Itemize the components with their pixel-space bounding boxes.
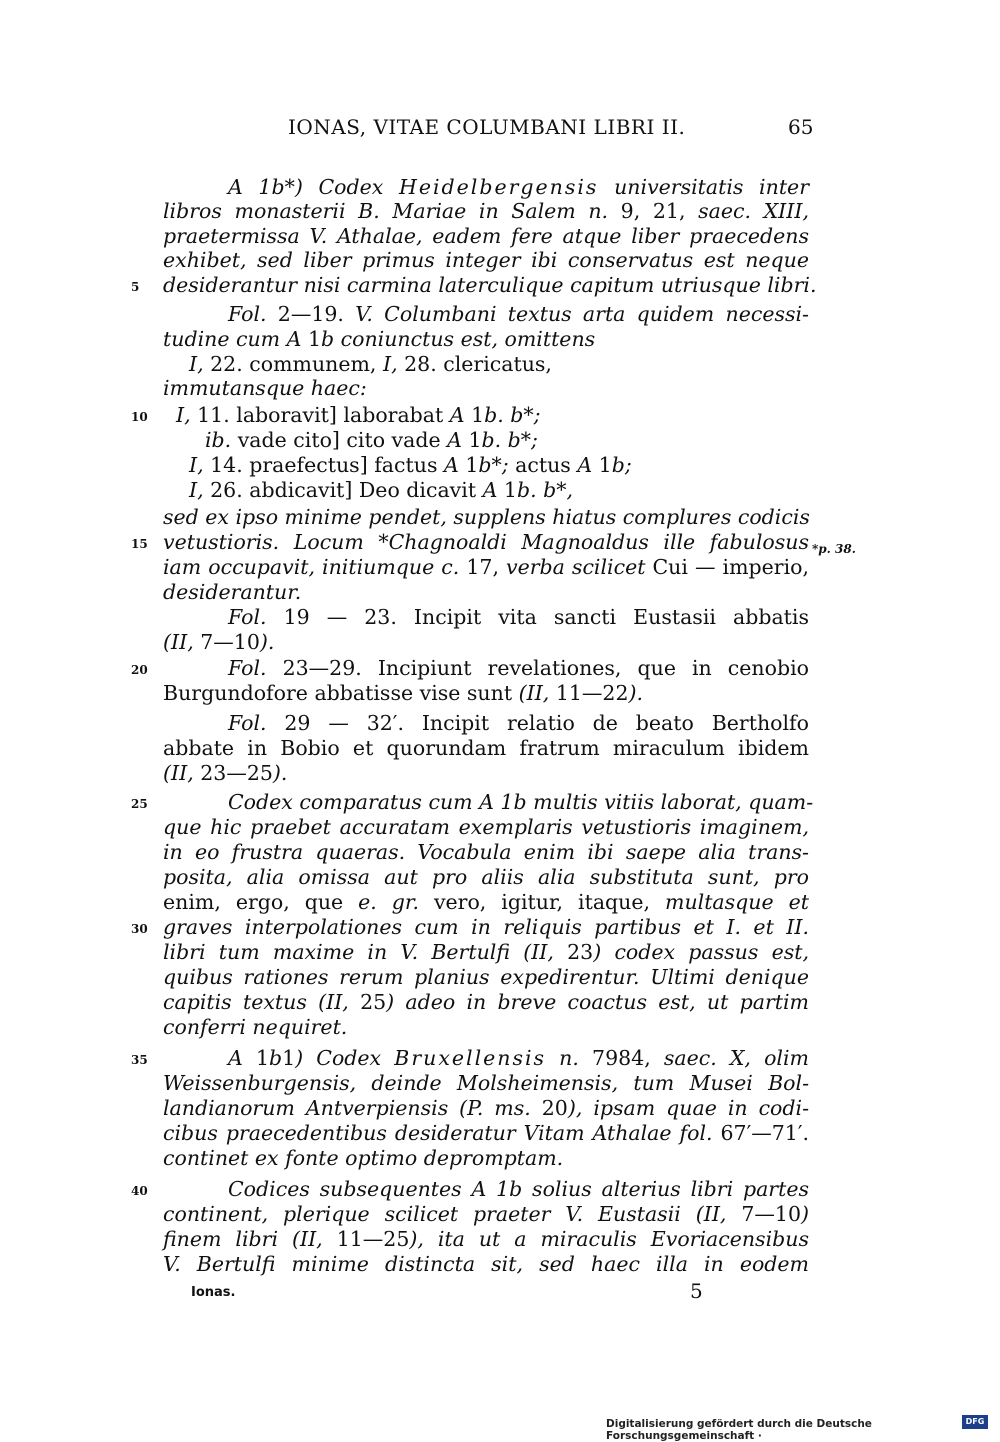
text-line [189, 478, 809, 503]
text-segment: A [228, 1046, 256, 1070]
line-number: 40 [131, 1184, 148, 1198]
text-segment: Bruxellensis [394, 1046, 547, 1070]
text-segment: I, [382, 352, 405, 376]
text-segment: Fol. [228, 656, 283, 680]
text-segment: solius alterius libri partes [532, 1177, 809, 1201]
text-segment: capitis textus (II, [163, 990, 361, 1014]
text-segment: A 1b [228, 175, 285, 199]
text-segment: 7—10 [741, 1202, 801, 1226]
text-line [163, 940, 809, 965]
text-line [163, 1071, 809, 1096]
text-segment: graves interpolationes cum in reliquis partibus et I. et II. [163, 915, 809, 939]
text-line [228, 1177, 809, 1202]
text-segment: 1 [307, 327, 321, 351]
text-segment: posita, alia omissa aut pro aliis alia substituta sunt, pro [163, 865, 809, 889]
text-segment: 9, 21, [620, 199, 699, 223]
text-line [205, 428, 809, 453]
text-segment: A [482, 478, 504, 502]
text-segment: 26. abdicavit] Deo dicavit [210, 478, 483, 502]
text-line [228, 656, 809, 681]
text-segment: Fol. [228, 302, 278, 326]
text-line [163, 1252, 809, 1277]
text-segment: multasque et [665, 890, 809, 914]
text-segment: ) Codex [295, 1046, 395, 1070]
text-segment: I, [189, 453, 211, 477]
text-segment: 22. communem, [210, 352, 383, 376]
text-segment: actus [515, 453, 578, 477]
text-segment: b. b*, [516, 478, 573, 502]
text-segment: V. Bertulfi minime distincta sit, sed haec illa in eodem [163, 1252, 809, 1276]
text-segment: Heidelbergensis [398, 175, 599, 199]
text-line [163, 761, 809, 786]
text-line [163, 865, 809, 890]
text-segment: I, [176, 403, 198, 427]
signature-mark: 5 [690, 1279, 703, 1303]
text-segment: ). [259, 630, 275, 654]
text-line [163, 840, 809, 865]
text-segment: Codices subsequentes [228, 1177, 472, 1201]
text-segment: b [268, 1046, 283, 1070]
text-segment: 14. praefectus] factus [210, 453, 444, 477]
text-line [163, 530, 809, 555]
text-segment: vade cito] cito vade [231, 428, 448, 452]
text-segment: 11. laboravit] laborabat [197, 403, 450, 427]
text-segment: 1 [598, 453, 612, 477]
text-segment: 1 [465, 453, 479, 477]
text-segment: Burgundofore abbatisse vise sunt [163, 681, 519, 705]
text-segment: A [443, 453, 466, 477]
text-segment: desiderantur. [163, 580, 302, 604]
text-line [228, 711, 809, 736]
line-number: 15 [131, 537, 148, 551]
text-segment: landianorum Antverpiensis (P. ms. [163, 1096, 542, 1120]
text-line [163, 736, 809, 761]
text-segment: saec. XIII, [698, 199, 809, 223]
text-segment: quibus rationes rerum planius expedirentur. Ultimi denique [163, 965, 809, 989]
text-line [163, 224, 809, 249]
text-line [163, 815, 809, 840]
text-segment: A [449, 403, 472, 427]
text-segment: ) adeo in breve coactus est, ut partim [386, 990, 809, 1014]
text-segment: sed ex ipso minime pendet, supplens hiatus complures codicis [163, 505, 810, 529]
text-segment: 11—22 [555, 681, 629, 705]
text-segment: (II, [163, 761, 201, 785]
text-segment: finem libri (II, [163, 1227, 337, 1251]
text-segment: 1 [282, 1046, 296, 1070]
text-line [189, 453, 809, 478]
running-head: IONAS, VITAE COLUMBANI LIBRI II. [288, 115, 686, 139]
text-segment: multis vitiis laborat, quam- [533, 790, 814, 814]
text-segment: 17, [466, 555, 507, 579]
text-segment: conferri nequiret. [163, 1015, 348, 1039]
text-segment: 7984, [592, 1046, 664, 1070]
text-line [228, 790, 814, 815]
text-segment: b. b*; [481, 428, 538, 452]
text-segment: n. [546, 1046, 593, 1070]
text-segment: 23 [567, 940, 594, 964]
text-line [163, 555, 809, 580]
text-segment: 20 [541, 1096, 568, 1120]
text-segment: enim, ergo, que [163, 890, 359, 914]
text-segment: b. b*; [484, 403, 541, 427]
text-line [163, 965, 809, 990]
text-line [163, 915, 809, 940]
text-segment: ). [628, 681, 644, 705]
text-segment: (II, [163, 630, 201, 654]
text-line [189, 352, 809, 377]
text-segment: continent, plerique scilicet praeter V. Eustasii (II, [163, 1202, 742, 1226]
text-segment: universitatis inter [598, 175, 809, 199]
text-segment: continet ex fonte optimo depromptam. [163, 1146, 564, 1170]
text-segment: 1 [255, 1046, 269, 1070]
text-segment: Cui — imperio, [652, 555, 810, 579]
text-segment: Fol. [228, 605, 284, 629]
text-line [163, 990, 809, 1015]
text-line [163, 1096, 809, 1121]
text-segment: ib. [205, 428, 232, 452]
text-segment: 1 [503, 478, 517, 502]
text-segment: ), ita ut a miraculis Evoriacensibus [409, 1227, 809, 1251]
text-segment: vetustioris. Locum *Chagnoaldi Magnoaldus ille fabulosus [163, 530, 809, 554]
line-number: 10 [131, 410, 148, 424]
line-number: 30 [131, 922, 148, 936]
text-line [163, 890, 809, 915]
text-segment: immutansque haec: [163, 376, 367, 400]
text-segment: 67′—71′. [720, 1121, 809, 1145]
text-line [176, 403, 809, 428]
text-segment: 7—10 [200, 630, 260, 654]
text-segment: verba scilicet [506, 555, 653, 579]
text-segment: A [447, 428, 469, 452]
text-segment: vero, igitur, itaque, [433, 890, 665, 914]
text-line [228, 175, 809, 200]
text-segment: Weissenburgensis, deinde Molsheimensis, tum Musei Bol- [163, 1071, 809, 1095]
dfg-logo: DFG [962, 1415, 988, 1429]
text-segment: ), ipsam quae in codi- [567, 1096, 809, 1120]
text-line [163, 681, 809, 706]
text-line [163, 1202, 809, 1227]
text-segment: 25 [360, 990, 387, 1014]
text-line [228, 605, 809, 630]
text-line [163, 1015, 809, 1040]
text-segment: b; [611, 453, 632, 477]
text-segment: libri tum maxime in V. Bertulfi (II, [163, 940, 568, 964]
text-line [163, 1146, 809, 1171]
text-segment: 1 [468, 428, 482, 452]
text-line [163, 630, 809, 655]
line-number: 20 [131, 663, 148, 677]
line-number: 5 [131, 280, 140, 294]
digitization-note: Digitalisierung gefördert durch die Deutsche Forschungsgemeinschaft · [606, 1418, 872, 1442]
text-segment: (II, [518, 681, 556, 705]
text-segment: * [284, 175, 295, 199]
text-line [163, 1121, 809, 1146]
text-segment: tudine cum A [163, 327, 308, 351]
text-line [163, 376, 809, 401]
text-segment: b coniunctus est, omittens [320, 327, 596, 351]
text-segment: ). [272, 761, 288, 785]
text-segment: ) Codex [294, 175, 399, 199]
text-line [163, 248, 809, 273]
text-segment: cibus praecedentibus desideratur Vitam Athalae fol. [163, 1121, 721, 1145]
text-segment: 29 — 32′. Incipit relatio de beato Bertholfo [284, 711, 809, 735]
text-line [163, 327, 809, 352]
text-segment: abbate in Bobio et quorundam fratrum miraculum ibidem [163, 736, 809, 760]
page-number: 65 [788, 115, 814, 139]
text-segment: I, [189, 478, 211, 502]
text-segment: praetermissa V. Athalae, eadem fere atque liber praecedens [163, 224, 809, 248]
text-segment: e. gr. [358, 890, 434, 914]
text-segment: V. Columbani textus arta quidem necessi- [355, 302, 809, 326]
text-line [228, 302, 809, 327]
text-segment: I, [189, 352, 211, 376]
text-segment: b*; [478, 453, 516, 477]
text-segment: que hic praebet accuratam exemplaris vetustioris imaginem, [163, 815, 809, 839]
text-segment: Fol. [228, 711, 285, 735]
text-line [163, 1227, 809, 1252]
footer-label: Ionas. [191, 1285, 236, 1300]
text-segment: ) [801, 1202, 809, 1226]
text-segment: 2—19. [277, 302, 356, 326]
line-number: 25 [131, 797, 148, 811]
text-line [163, 273, 817, 298]
text-line [163, 505, 809, 530]
text-segment: 23—25 [200, 761, 273, 785]
text-segment: A [577, 453, 599, 477]
text-line [228, 1046, 809, 1071]
text-segment: libros monasterii B. Mariae in Salem n. [163, 199, 621, 223]
text-segment: ) codex passus est, [593, 940, 810, 964]
text-segment: 28. clericatus, [404, 352, 552, 376]
text-line [163, 580, 809, 605]
text-segment: A 1b [479, 790, 534, 814]
text-segment: in eo frustra quaeras. Vocabula enim ibi saepe alia trans- [163, 840, 809, 864]
text-segment: saec. X, olim [663, 1046, 809, 1070]
text-segment: exhibet, sed liber primus integer ibi conservatus est neque [163, 248, 809, 272]
margin-note: *p. 38. [812, 542, 856, 556]
text-segment: 1 [471, 403, 485, 427]
text-segment: iam occupavit, initiumque c. [163, 555, 467, 579]
text-segment: 23—29. Incipiunt revelationes, que in cenobio [282, 656, 809, 680]
text-line [163, 199, 809, 224]
text-segment: desiderantur nisi carmina laterculique capitum utriusque libri. [163, 273, 817, 297]
line-number: 35 [131, 1053, 148, 1067]
text-segment: A 1b [471, 1177, 533, 1201]
text-segment: 19 — 23. Incipit vita sancti Eustasii abbatis [283, 605, 809, 629]
text-segment: 11—25 [336, 1227, 410, 1251]
text-segment: Codex comparatus cum [228, 790, 480, 814]
